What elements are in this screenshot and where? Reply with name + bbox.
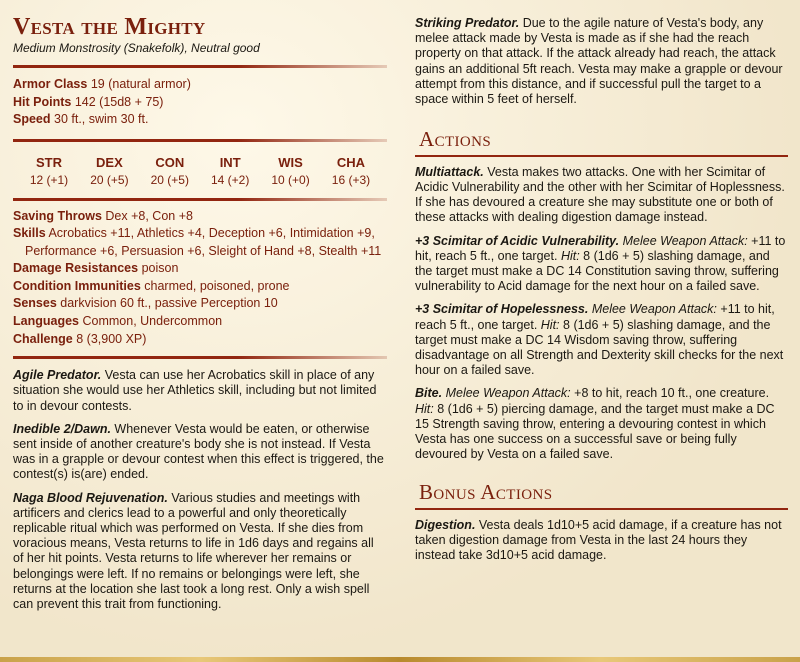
divider [13,356,387,359]
hp-value: 142 (15d8 + 75) [74,94,164,109]
action-text: 8 (1d6 + 5) piercing damage, and the target must make a DC 15 Strength saving throw, entering a devouring contest in which Vesta has one success on a successful save or being fully devoured by Vesta on a failed save. [415,401,775,462]
details [13,208,387,349]
divider [13,198,387,201]
ability-key: INT [219,154,241,170]
trait [13,491,387,613]
hit-points [13,94,387,112]
saving-throws [13,208,387,226]
ability-wis [263,154,319,188]
action [415,386,788,462]
action-name: +3 Scimitar of Hopelessness. [415,302,589,317]
divider [415,155,788,157]
ability-key: CHA [336,154,366,170]
right-column [415,0,788,571]
speed-label: Speed [13,112,51,126]
speed [13,111,387,129]
action-text: Vesta makes two attacks. One with her Scimitar of Acidic Vulnerability and the other with her Scimitar of Hoplessness. If she has devoured a creature she may substitute one or both of these attacks with dealing digestion damage instead. [415,164,785,225]
attack-info: +8 to hit, reach 10 ft., one creature. [574,386,770,401]
hit-label: Hit: [540,317,560,332]
ability-key: DEX [96,154,123,170]
hit-label: Hit: [560,248,580,263]
label: Languages [13,314,79,329]
action-name: +3 Scimitar of Acidic Vulnerability. [415,233,620,248]
senses [13,295,387,313]
label: Saving Throws [13,208,102,223]
action-text: 8 (1d6 + 5) slashing damage, and the target must make a DC 14 Constitution saving throw, suffering vulnerability to Acid damage for the next hour on a failed save. [415,248,779,294]
value: charmed, poisoned, prone [144,278,290,293]
actions-heading: Actions [419,127,492,152]
action-name: Bite. [415,386,443,401]
languages [13,313,387,331]
label: Skills [13,226,46,241]
trait-name: Naga Blood Rejuvenation. [13,490,168,505]
ability-cha [323,154,379,188]
trait-text: Due to the agile nature of Vesta's body, any melee attack made by Vesta is made as if she had the reach property on that attack. If the attack already had reach, the attack gains an additional 5ft reach. Vesta may make a grapple or devour attempt from this distance, and if successful pull the target to a space within 5 feet of herself. [415,16,783,107]
value: darkvision 60 ft., passive Perception 10 [60,296,278,311]
divider [13,65,387,68]
ability-str [21,154,77,188]
value: poison [141,261,179,276]
attack-info: +11 to hit, reach 5 ft., one target. [415,233,786,263]
hit-label: Hit: [415,401,434,416]
trait-name: Agile Predator. [13,368,102,383]
ability-scores [13,154,387,188]
ability-key: CON [155,154,185,170]
action [415,234,788,295]
challenge [13,331,387,349]
left-column [13,0,387,620]
label: Challenge [13,331,73,346]
ability-value: 16 (+3) [331,172,371,187]
attack-type: Melee Weapon Attack: [622,233,748,248]
trait-text: Various studies and meetings with artificers and clerics lead to a powerful and only theoretically replicable ritual which was performed on Vesta. If she dies from voracious means, Vesta returns to life in 1d6 days and regains all of her hit points. Vesta returns to life wherever her remains or belongings were left. If no remains or belongings were left, she returns at the location she last took a long rest. Only a wish spell can prevent this trait from functioning. [13,490,374,612]
ability-value: 20 (+5) [150,172,189,187]
speed-value: 30 ft., swim 30 ft. [54,112,149,126]
value: Dex +8, Con +8 [105,208,193,223]
monster-type: Medium Monstrosity (Snakefolk), Neutral good [13,41,260,55]
attack-type: Melee Weapon Attack: [445,386,571,401]
value: Acrobatics +11, Athletics +4, Deception +6, Intimidation +9, Performance +6, Persuasion +6, Sleight of Hand +8, Stealth +11 [25,226,382,258]
condition-immunities [13,278,387,296]
ability-dex [81,154,137,188]
attack-type: Melee Weapon Attack: [591,302,717,317]
bonus-action [415,518,788,564]
trait-name: Striking Predator. [415,16,520,30]
divider [415,508,788,510]
armor-class [13,76,387,94]
ability-value: 20 (+5) [90,172,129,187]
monster-name: Vesta the Mighty [13,14,206,40]
hp-label: Hit Points [13,94,72,109]
trait-text: Vesta can use her Acrobatics skill in place of any situation she would use her Athletics skill, including but not limited to in devour contests. [13,368,377,413]
ability-key: STR [36,154,62,170]
ac-label: Armor Class [13,77,88,91]
trait-name: Inedible 2/Dawn. [13,421,111,436]
value: 8 (3,900 XP) [76,331,147,346]
bonus-action-text: Vesta deals 1d10+5 acid damage, if a creature has not taken digestion damage from Vesta in the last 24 hours they instead take 3d10+5 acid damage. [415,517,782,563]
bonus-action-name: Digestion. [415,517,476,532]
value: Common, Undercommon [82,314,223,329]
action-text: 8 (1d6 + 5) slashing damage, and the target must make a DC 14 Wisdom saving throw, suffering disadvantage on all Strength and Dexterity skill checks for the next hour on a failed save. [415,317,784,378]
action [415,165,788,226]
trait-text: Whenever Vesta would be eaten, or otherwise sent inside of another creature's body she is not instead. If Vesta was in a grapple or devour contest when this effect is triggered, the contest(s) is(are) ended. [13,421,384,482]
ability-con [142,154,198,188]
ability-int [202,154,258,188]
skills [13,225,387,260]
trait [13,422,387,483]
label: Damage Resistances [13,261,139,276]
ability-value: 12 (+1) [29,172,69,187]
label: Senses [13,296,57,311]
trait [13,368,387,414]
ability-key: WIS [278,154,303,170]
attack-info: +11 to hit, reach 5 ft., one target. [415,302,775,332]
action [415,302,788,378]
ability-value: 10 (+0) [271,172,310,187]
ac-value: 19 (natural armor) [90,77,191,91]
page-border [0,657,800,662]
bonus-actions-heading: Bonus Actions [419,480,553,505]
trait [415,16,788,107]
action-name: Multiattack. [415,164,484,179]
label: Condition Immunities [13,278,141,293]
damage-resistances [13,260,387,278]
divider [13,139,387,142]
ability-value: 14 (+2) [210,172,250,187]
